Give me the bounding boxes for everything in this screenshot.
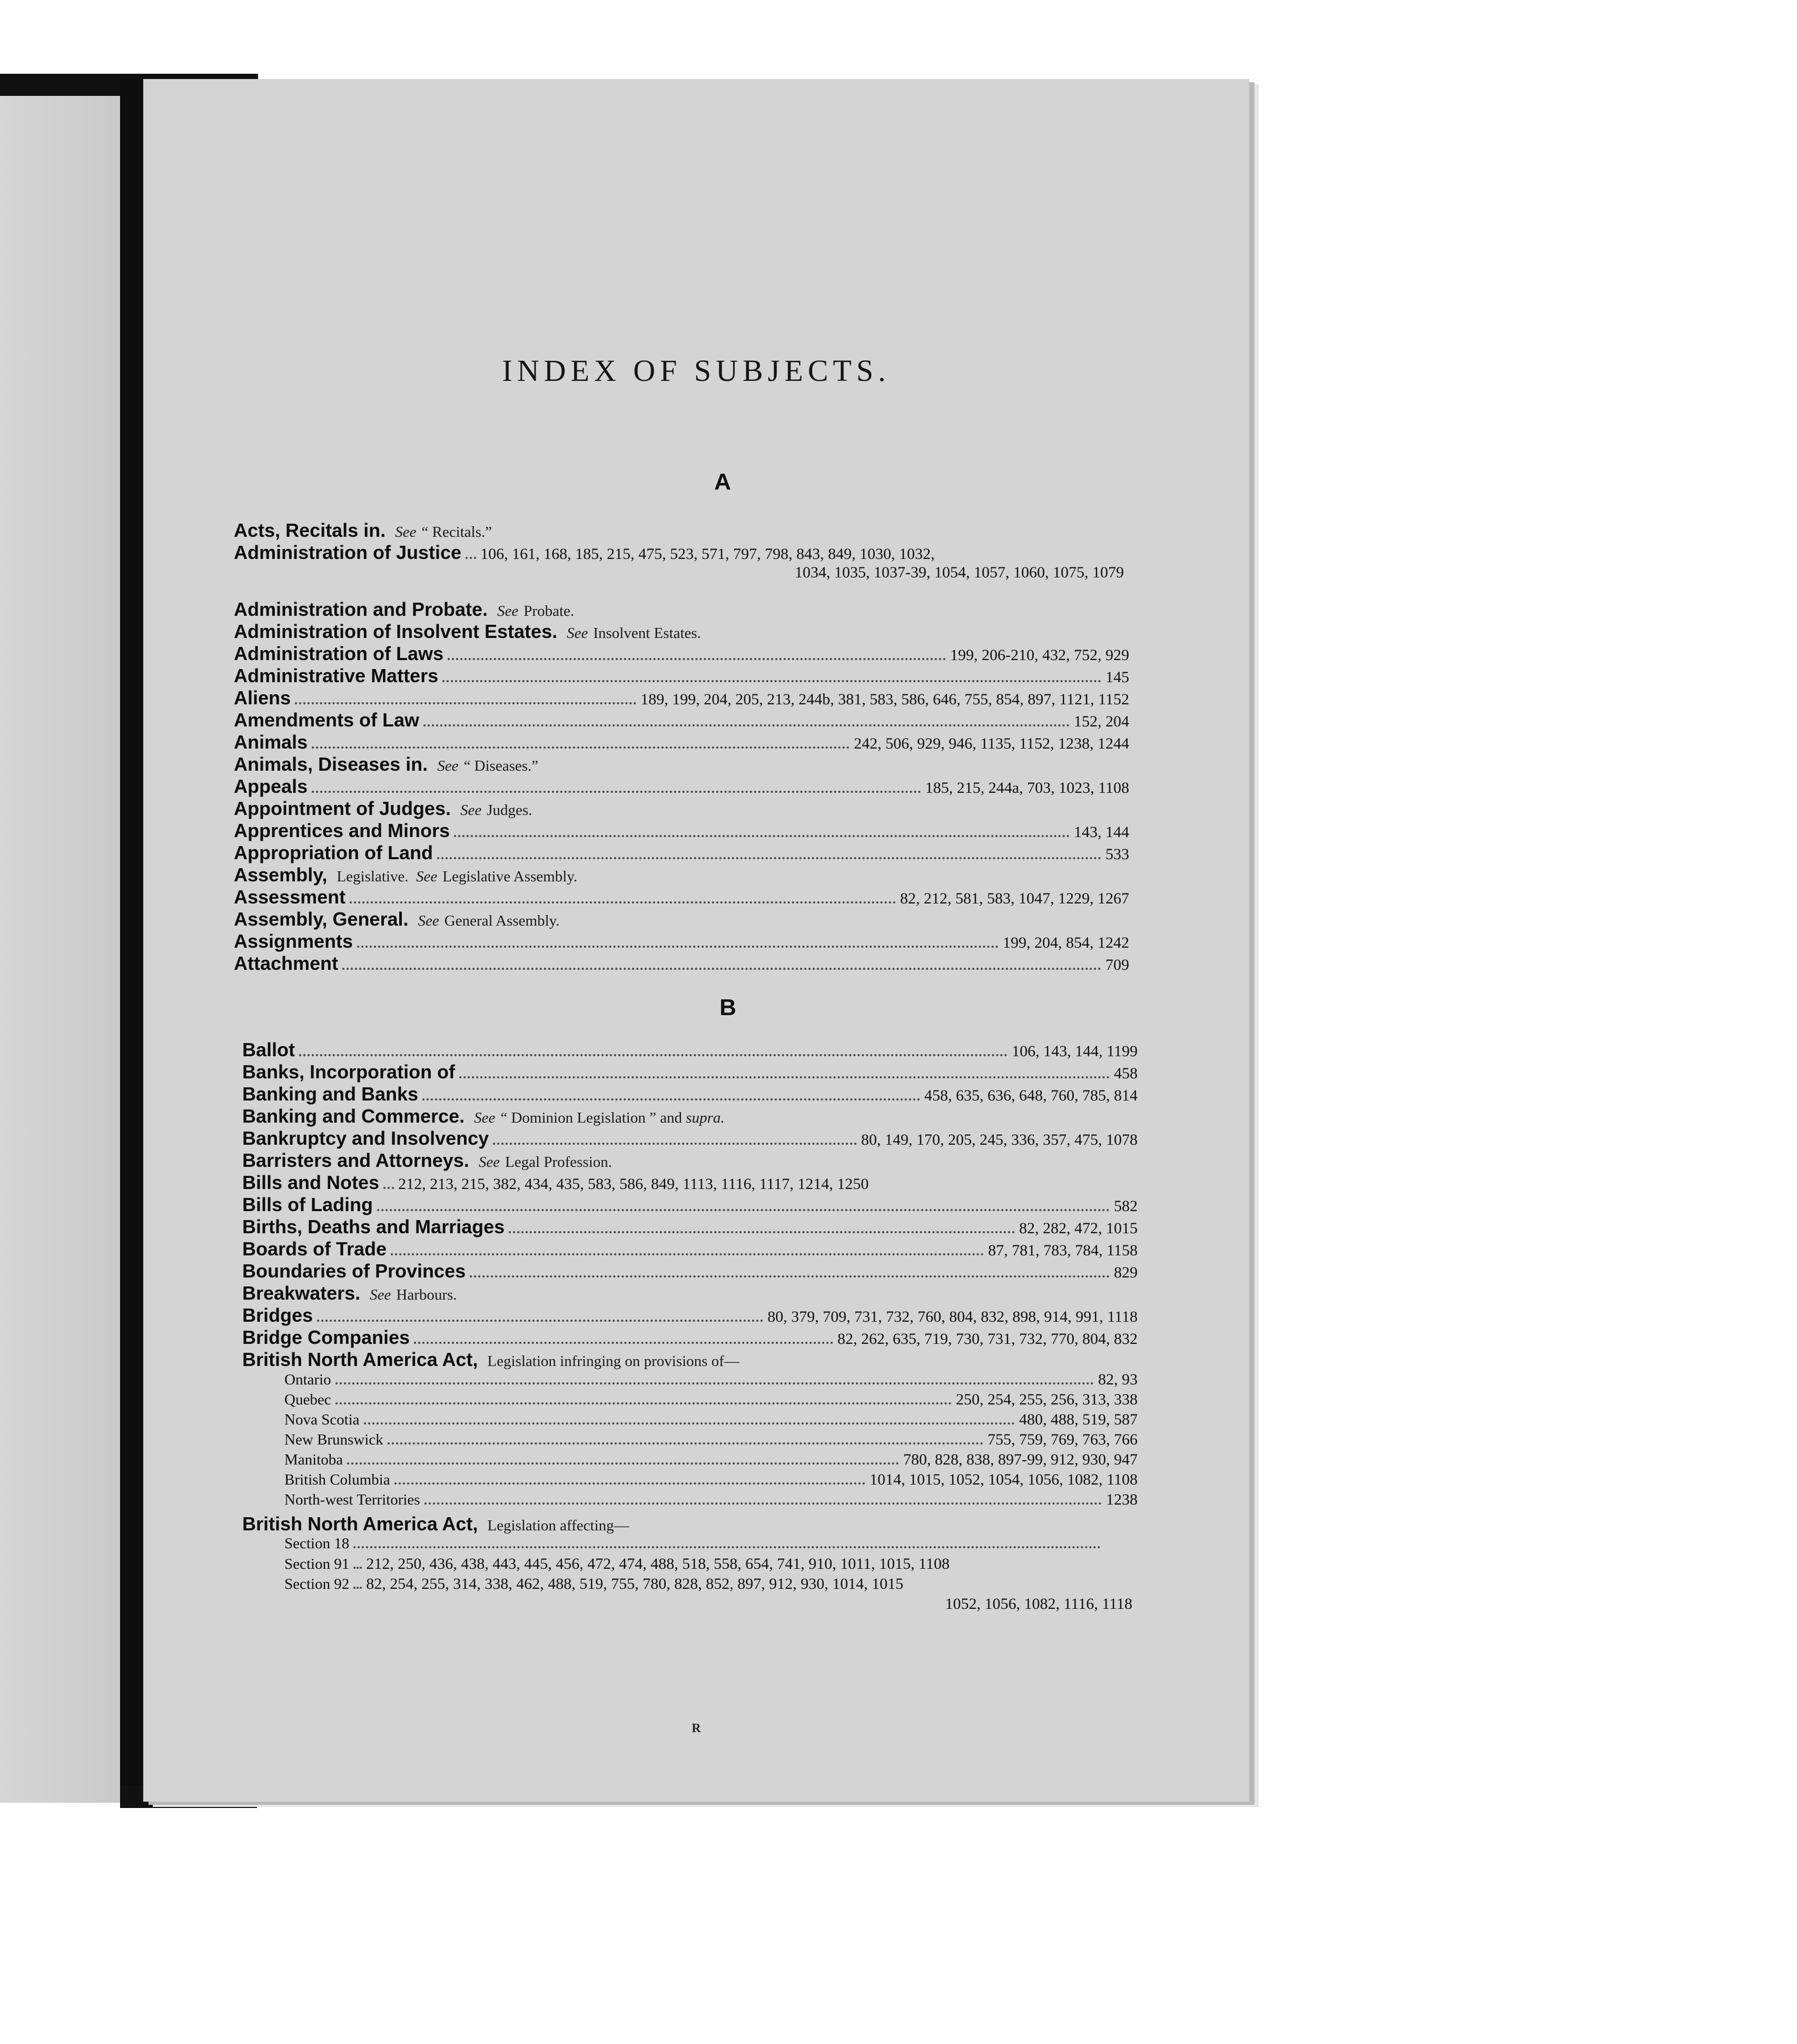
entry-term: Attachment: [234, 952, 339, 974]
entry-term: Births, Deaths and Marriages: [242, 1216, 505, 1237]
page-refs: 82, 212, 581, 583, 1047, 1229, 1267: [900, 890, 1129, 907]
entry-term: Administration of Laws: [234, 643, 444, 664]
page-refs: 82, 93: [1098, 1371, 1138, 1388]
dot-leader: [299, 1054, 1008, 1056]
book-spine: [120, 79, 143, 1808]
entry-term: Acts, Recitals in.: [234, 519, 386, 541]
index-subentry: [242, 1431, 1138, 1451]
entry-term: Barristers and Attorneys.: [242, 1149, 469, 1171]
index-page: [143, 79, 1249, 1802]
page-refs: 780, 828, 838, 897-99, 912, 930, 947: [903, 1451, 1138, 1468]
dot-leader: [295, 702, 636, 704]
page-refs: 533: [1105, 846, 1129, 863]
index-entry: [242, 1127, 1138, 1149]
page-refs: 82, 254, 255, 314, 338, 462, 488, 519, 755, 780, 828, 852, 897, 912, 930, 1014, 1015: [366, 1575, 904, 1593]
dot-leader: [350, 901, 896, 903]
page-refs: 87, 781, 783, 784, 1158: [988, 1242, 1138, 1259]
page-refs: 152, 204: [1074, 713, 1129, 730]
index-entry: [234, 753, 1129, 775]
index-entry: [234, 908, 1129, 930]
index-subentry: [242, 1391, 1138, 1411]
entry-term: Assessment: [234, 886, 346, 908]
index-entry: [234, 731, 1129, 753]
entry-term: Banking and Banks: [242, 1083, 419, 1105]
page-refs: 709: [1105, 956, 1129, 974]
dot-leader: [383, 1186, 394, 1189]
see-reference: See “ Diseases.”: [437, 758, 539, 774]
dot-leader: [391, 1253, 984, 1255]
dot-leader: [353, 1586, 362, 1589]
index-subentry: [242, 1471, 1138, 1491]
page-refs: 755, 759, 769, 763, 766: [988, 1431, 1138, 1448]
page-refs: 212, 213, 215, 382, 434, 435, 583, 586, 849, 1113, 1116, 1117, 1214, 1250: [398, 1175, 869, 1193]
subentry-term: Quebec: [284, 1391, 331, 1408]
see-reference: See Harbours.: [370, 1286, 457, 1303]
index-subentry: [242, 1451, 1138, 1471]
page-refs: 106, 161, 168, 185, 215, 475, 523, 571, 797, 798, 843, 849, 1030, 1032,: [480, 545, 935, 563]
index-entry: [242, 1238, 1138, 1260]
entry-term: Appeals: [234, 775, 308, 797]
dot-leader: [388, 1442, 983, 1444]
dot-leader: [509, 1231, 1015, 1233]
section-letter-a: A: [714, 469, 731, 495]
page-title: INDEX OF SUBJECTS.: [502, 353, 891, 388]
index-entry: [242, 1061, 1138, 1083]
index-entry: [234, 820, 1129, 842]
page-refs: 80, 149, 170, 205, 245, 336, 357, 475, 1078: [861, 1131, 1138, 1148]
entry-term: Boards of Trade: [242, 1238, 387, 1260]
entry-term: Banks, Incorporation of: [242, 1061, 456, 1083]
entry-qualifier: Legislation infringing on provisions of—: [487, 1353, 739, 1370]
entry-term: Appropriation of Land: [234, 842, 433, 863]
page-refs: 199, 204, 854, 1242: [1003, 934, 1129, 951]
page-refs: 145: [1105, 669, 1129, 686]
dot-leader: [470, 1275, 1110, 1278]
index-entry: [242, 1149, 1138, 1172]
entry-term: Bridges: [242, 1304, 313, 1326]
index-entry: [234, 886, 1129, 908]
signature-mark: R: [692, 1722, 701, 1735]
dot-leader: [335, 1402, 952, 1404]
page-refs-continued: 1052, 1056, 1082, 1116, 1118: [945, 1595, 1132, 1613]
subentry-term: Section 18: [284, 1535, 350, 1552]
entry-term: Animals, Diseases in.: [234, 753, 428, 775]
see-reference: See General Assembly.: [418, 912, 560, 929]
page-refs: 829: [1114, 1264, 1138, 1281]
see-reference: See Probate.: [497, 603, 575, 620]
index-entry: [242, 1326, 1138, 1349]
entry-term: Administration of Insolvent Estates.: [234, 621, 558, 642]
index-entry: [242, 1513, 1138, 1535]
dot-leader: [424, 1502, 1102, 1505]
subentry-term: Section 91: [284, 1556, 350, 1573]
dot-leader: [335, 1382, 1094, 1384]
see-reference: See Insolvent Estates.: [567, 625, 701, 642]
index-entry: [234, 864, 1129, 886]
subentry-term: British Columbia: [284, 1471, 390, 1488]
page-refs: 80, 379, 709, 731, 732, 760, 804, 832, 898, 914, 991, 1118: [767, 1308, 1138, 1325]
index-entry: [242, 1194, 1138, 1216]
dot-leader: [312, 790, 921, 793]
subentry-term: North-west Territories: [284, 1491, 420, 1508]
index-subentry: [242, 1491, 1138, 1511]
entry-term: Assembly,: [234, 864, 328, 886]
subentry-term: Ontario: [284, 1371, 331, 1388]
index-entry: [242, 1172, 1138, 1194]
entry-term: Bills and Notes: [242, 1172, 380, 1193]
dot-leader: [414, 1341, 833, 1344]
see-reference: See Judges.: [460, 802, 532, 819]
dot-leader: [347, 1462, 899, 1465]
entry-term: Banking and Commerce.: [242, 1105, 465, 1127]
dot-leader: [454, 834, 1070, 837]
page-refs: 189, 199, 204, 205, 213, 244b, 381, 583, 586, 646, 755, 854, 897, 1121, 1152: [640, 691, 1129, 708]
index-entry: [234, 952, 1129, 975]
subentry-term: Section 92: [284, 1576, 350, 1593]
subentry-term: Nova Scotia: [284, 1411, 360, 1428]
page-refs: 106, 143, 144, 1199: [1012, 1043, 1138, 1060]
dot-leader: [423, 724, 1070, 726]
index-entry: [234, 842, 1129, 864]
section-b-entries: [242, 1039, 1138, 1616]
entry-term: Ballot: [242, 1039, 295, 1060]
index-entry: [234, 643, 1129, 665]
page-refs: 143, 144: [1074, 823, 1129, 841]
index-entry: [234, 519, 1129, 542]
dot-leader: [353, 1566, 362, 1569]
index-entry: [242, 1282, 1138, 1304]
subentry-term: Manitoba: [284, 1451, 343, 1468]
index-subentry: [242, 1555, 1138, 1575]
index-entry: [234, 598, 1129, 621]
page-refs: 82, 282, 472, 1015: [1019, 1220, 1138, 1237]
dot-leader: [442, 680, 1101, 682]
entry-term: Bills of Lading: [242, 1194, 373, 1215]
dot-leader: [357, 945, 999, 948]
entry-term: Bridge Companies: [242, 1326, 410, 1348]
entry-term: Aliens: [234, 687, 291, 709]
dot-leader: [448, 657, 946, 660]
index-subentry: [242, 1371, 1138, 1391]
index-entry: [234, 665, 1129, 687]
entry-term: Bankruptcy and Insolvency: [242, 1127, 489, 1149]
dot-leader: [377, 1208, 1110, 1211]
page-refs: 1014, 1015, 1052, 1054, 1056, 1082, 1108: [870, 1471, 1138, 1488]
entry-term: Administration and Probate.: [234, 598, 488, 620]
dot-leader: [437, 857, 1101, 859]
section-letter-b: B: [719, 995, 736, 1020]
page-refs: 250, 254, 255, 256, 313, 338: [956, 1391, 1138, 1408]
entry-term: Assembly, General.: [234, 908, 409, 930]
dot-leader: [466, 556, 476, 559]
entry-term: Boundaries of Provinces: [242, 1260, 466, 1282]
index-entry: [242, 1304, 1138, 1326]
dot-leader: [364, 1422, 1015, 1424]
left-page-edge: [0, 96, 125, 1803]
dot-leader: [342, 967, 1101, 970]
index-subentry: [242, 1575, 1138, 1595]
index-entry: [242, 1105, 1138, 1127]
index-entry: [242, 1260, 1138, 1282]
dot-leader: [459, 1076, 1110, 1078]
page-refs: 82, 262, 635, 719, 730, 731, 732, 770, 804, 832: [837, 1330, 1138, 1348]
dot-leader: [353, 1546, 1101, 1548]
entry-term: Apprentices and Minors: [234, 820, 450, 841]
entry-term: Assignments: [234, 930, 353, 952]
see-reference: Legislative. See Legislative Assembly.: [337, 868, 578, 885]
page-refs: 480, 488, 519, 587: [1019, 1411, 1138, 1428]
index-entry: [234, 621, 1129, 643]
dot-leader: [422, 1098, 920, 1100]
page-refs: 212, 250, 436, 438, 443, 445, 456, 472, 474, 488, 518, 558, 654, 741, 910, 1011, 1015, 1108: [366, 1555, 950, 1573]
entry-qualifier: Legislation affecting—: [487, 1517, 629, 1534]
index-entry: [234, 798, 1129, 820]
index-subentry: [242, 1411, 1138, 1431]
index-entry: [234, 775, 1129, 798]
index-entry: [242, 1216, 1138, 1238]
page-refs: 242, 506, 929, 946, 1135, 1152, 1238, 1244: [854, 735, 1129, 752]
see-reference: See “ Recitals.”: [395, 524, 492, 541]
entry-term: Animals: [234, 731, 308, 753]
index-entry: [234, 542, 1129, 564]
index-entry: [242, 1349, 1138, 1371]
section-a-entries: [234, 519, 1129, 975]
page-refs: 1238: [1106, 1491, 1138, 1508]
dot-leader: [394, 1482, 866, 1485]
see-reference: See Legal Profession.: [478, 1154, 613, 1171]
see-reference: See “ Dominion Legislation ” and supra.: [474, 1109, 725, 1126]
entry-term: Breakwaters.: [242, 1282, 361, 1304]
page-refs-continued: 1034, 1035, 1037-39, 1054, 1057, 1060, 1075, 1079: [795, 564, 1124, 581]
page-refs: 458: [1114, 1065, 1138, 1082]
dot-leader: [317, 1319, 763, 1322]
dot-leader: [312, 746, 850, 749]
entry-term: Amendments of Law: [234, 709, 420, 731]
index-entry: [234, 930, 1129, 952]
page-refs: 582: [1114, 1197, 1138, 1215]
page-refs: 185, 215, 244a, 703, 1023, 1108: [925, 779, 1129, 797]
index-entry: [234, 709, 1129, 731]
index-entry: [242, 1039, 1138, 1061]
entry-term: British North America Act,: [242, 1513, 478, 1535]
index-entry: [242, 1083, 1138, 1105]
dot-leader: [493, 1142, 857, 1145]
entry-term: British North America Act,: [242, 1349, 478, 1370]
entry-term: Appointment of Judges.: [234, 798, 451, 819]
page-refs: 458, 635, 636, 648, 760, 785, 814: [924, 1087, 1138, 1104]
entry-term: Administrative Matters: [234, 665, 439, 686]
page-refs: 199, 206-210, 432, 752, 929: [950, 646, 1129, 664]
subentry-term: New Brunswick: [284, 1431, 383, 1448]
index-subentry: [242, 1535, 1138, 1555]
index-entry: [234, 687, 1129, 709]
entry-term: Administration of Justice: [234, 542, 462, 563]
